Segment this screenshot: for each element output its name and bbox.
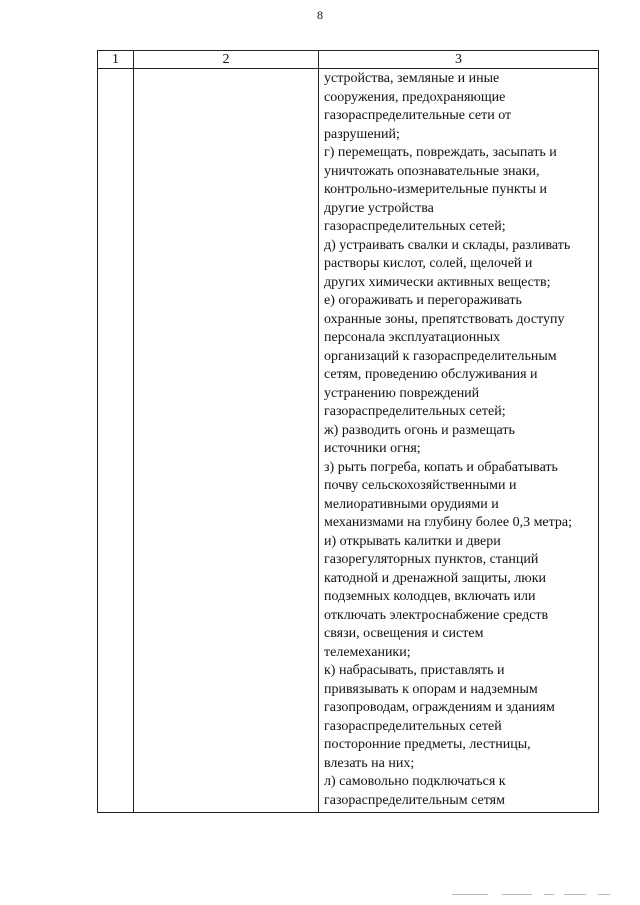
text-line: телемеханики; bbox=[324, 644, 411, 660]
text-line: з) рыть погреба, копать и обрабатывать bbox=[324, 459, 558, 475]
page-number: 8 bbox=[317, 8, 323, 22]
text-line: газораспределительных сетей; bbox=[324, 219, 506, 234]
text-line: влезать на них; bbox=[324, 755, 415, 771]
text-line: организаций к газораспределительным bbox=[324, 348, 557, 364]
table-header-row bbox=[98, 51, 599, 69]
text-line: сетям, проведению обслуживания и bbox=[324, 367, 538, 382]
column-2-cell bbox=[134, 69, 319, 813]
column-3-text bbox=[319, 69, 598, 810]
text-line: сооружения, предохраняющие bbox=[324, 89, 506, 105]
text-line: связи, освещения и систем bbox=[324, 626, 484, 641]
text-line: газораспределительные сети от bbox=[324, 108, 512, 123]
text-line: привязывать к опорам и надземным bbox=[324, 681, 538, 697]
text-line: катодной и дренажной защиты, люки bbox=[324, 570, 547, 586]
text-line: газорегуляторных пунктов, станций bbox=[324, 552, 539, 567]
text-line: подземных колодцев, включать или bbox=[324, 589, 536, 604]
column-header-2: 2 bbox=[134, 51, 319, 69]
text-line: источники огня; bbox=[324, 441, 421, 456]
text-line: к) набрасывать, приставлять и bbox=[324, 663, 505, 678]
text-line: охранные зоны, препятствовать доступу bbox=[324, 311, 565, 327]
text-line: газопроводам, ограждениям и зданиям bbox=[324, 700, 555, 715]
column-header-1: 1 bbox=[98, 51, 134, 69]
text-line: персонала эксплуатационных bbox=[324, 330, 501, 345]
text-line: уничтожать опознавательные знаки, bbox=[324, 163, 540, 179]
text-line: устройства, земляные и иные bbox=[324, 71, 500, 86]
column-header-3: 3 bbox=[319, 51, 599, 69]
text-line: газораспределительным сетям bbox=[324, 792, 505, 808]
text-line: растворы кислот, солей, щелочей и bbox=[324, 256, 533, 271]
column-3-cell bbox=[319, 69, 599, 813]
text-line: механизмами на глубину более 0,3 метра; bbox=[324, 515, 573, 530]
text-line: почву сельскохозяйственными и bbox=[324, 478, 517, 493]
document-table bbox=[97, 50, 599, 813]
text-line: г) перемещать, повреждать, засыпать и bbox=[324, 145, 557, 160]
text-line: другие устройства bbox=[324, 200, 434, 216]
text-line: л) самовольно подключаться к bbox=[324, 774, 506, 789]
text-line: и) открывать калитки и двери bbox=[324, 533, 501, 549]
text-line: других химически активных веществ; bbox=[324, 274, 551, 290]
column-1-cell bbox=[98, 69, 134, 813]
text-line: контрольно-измерительные пункты и bbox=[324, 182, 548, 197]
table-row bbox=[98, 69, 599, 813]
text-line: газораспределительных сетей; bbox=[324, 404, 506, 419]
text-line: отключать электроснабжение средств bbox=[324, 607, 549, 623]
text-line: устранению повреждений bbox=[324, 385, 480, 401]
text-line: мелиоративными орудиями и bbox=[324, 496, 499, 512]
text-line: д) устраивать свалки и склады, разливать bbox=[324, 237, 571, 253]
text-line: разрушений; bbox=[324, 126, 400, 142]
text-line: е) огораживать и перегораживать bbox=[324, 293, 522, 308]
text-line: посторонние предметы, лестницы, bbox=[324, 737, 531, 752]
footer-scan-marks bbox=[452, 894, 622, 898]
text-line: ж) разводить огонь и размещать bbox=[324, 422, 515, 438]
text-line: газораспределительных сетей bbox=[324, 718, 502, 734]
